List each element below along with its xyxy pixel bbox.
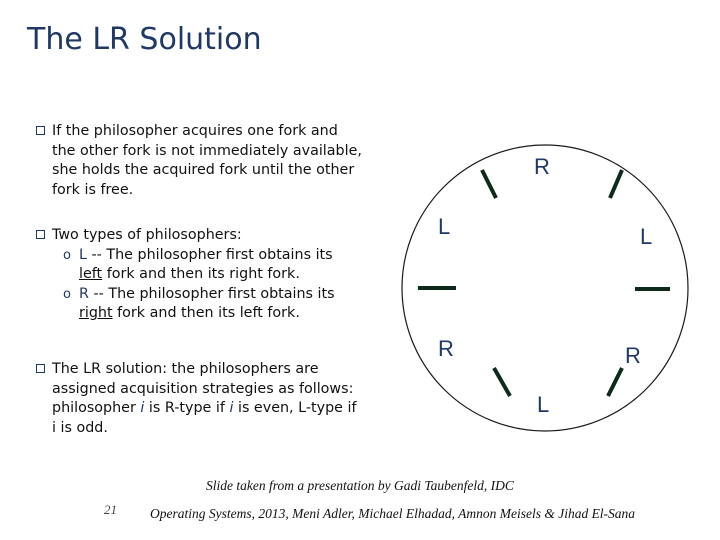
text-part: The LR solution: the philosophers are assigned acquisition strategies as follows: philosopher: [52, 361, 354, 417]
label-upper-right: L: [640, 224, 653, 249]
circle-bullet-icon: o: [63, 286, 71, 302]
sub-bullet-l-type: [63, 246, 359, 285]
label-lower-left: R: [438, 336, 454, 361]
type-code: R: [79, 285, 89, 302]
bullet-two-types: [52, 226, 362, 324]
circle-bullet-icon: o: [63, 247, 71, 263]
label-top: R: [534, 154, 550, 179]
sub-text: fork and then its right fork.: [102, 266, 300, 283]
bullet-text: If the philosopher acquires one fork and the other fork is not immediately available, she holds the acquired fork until the other fork is free.: [52, 123, 362, 198]
label-bottom: L: [537, 392, 550, 417]
checkbox-bullet-icon: [36, 230, 45, 239]
type-code: L: [79, 246, 87, 263]
fork-top-right: [610, 170, 622, 198]
bullet-text: Two types of philosophers:: [52, 227, 242, 243]
underlined-word: right: [79, 305, 113, 322]
sub-bullet-r-type: [63, 285, 359, 324]
page-number: 21: [104, 502, 117, 517]
italic-var: i: [140, 400, 145, 417]
bullet-text: [52, 360, 362, 438]
sub-text: -- The philosopher first obtains its: [88, 285, 335, 302]
checkbox-bullet-icon: [36, 126, 45, 135]
text-part: is even, L-type if i is odd.: [52, 400, 357, 436]
fork-bottom-left: [494, 368, 510, 396]
label-upper-left: L: [438, 214, 451, 239]
italic-var: i: [229, 400, 234, 417]
sub-text: fork and then its left fork.: [112, 305, 300, 322]
text-part: is R-type if: [144, 400, 230, 417]
underlined-word: left: [79, 266, 103, 283]
sub-text: -- The philosopher first obtains its: [86, 246, 333, 263]
checkbox-bullet-icon: [36, 364, 45, 373]
fork-top-left: [482, 170, 496, 198]
bullet-lr-solution: [52, 360, 362, 438]
slide-title: The LR Solution: [27, 22, 262, 57]
bullet-hold-fork: [52, 122, 362, 200]
label-lower-right: R: [625, 343, 641, 368]
fork-bottom-right: [608, 368, 622, 396]
philosopher-table-diagram: [400, 128, 715, 438]
slide-footer: Operating Systems, 2013, Meni Adler, Michael Elhadad, Amnon Meisels & Jihad El-Sana: [150, 506, 636, 521]
slide-caption: Slide taken from a presentation by Gadi Taubenfeld, IDC: [206, 478, 514, 493]
